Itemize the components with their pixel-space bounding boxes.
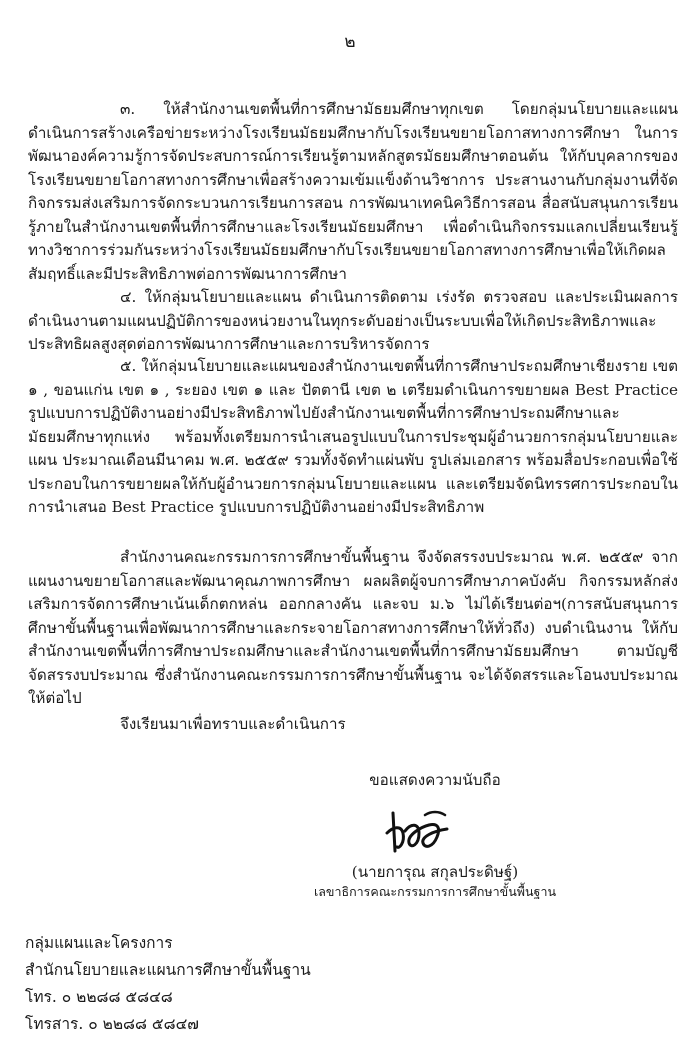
footer-department: กลุ่มแผนและโครงการ — [25, 934, 173, 952]
page-number: ๒ — [344, 32, 356, 52]
item-5-paragraph — [28, 355, 678, 520]
salutation: ขอแสดงความนับถือ — [369, 771, 501, 789]
handwritten-signature — [375, 803, 465, 863]
item-3-text: ๓. ให้สำนักงานเขตพื้นที่การศึกษามัธยมศึกษาทุกเขต โดยกลุ่มนโยบายและแผน ดำเนินการสร้างเครือข่ายระหว่างโรงเรียนมัธยมศึกษากับโรงเรียนขยายโอกาสทางการศึกษา ในการพัฒนาองค์ความรู้การจัดประสบการณ์การเรียนรู้ตามหลักสูตรมัธยมศึกษาตอนต้น ให้กับบุคลากรของโรงเรียนขยายโอกาสทางการศึกษาเพื่อสร้างความเข้มแข็งด้านวิชาการ ประสานงานกับกลุ่มงานที่จัดกิจกรรมส่งเสริมการจัดกระบวนการเรียนการสอน การพัฒนาเทคนิควิธีการสอน สื่อสนับสนุนการเรียนรู้ภายในสำนักงานเขตพื้นที่การศึกษาและโรงเรียนมัธยมศึกษา เพื่อดำเนินกิจกรรมแลกเปลี่ยนเรียนรู้ทางวิชาการร่วมกันระหว่างโรงเรียนมัธยมศึกษากับโรงเรียนขยายโอกาสทางการศึกษาเพื่อให้เกิดผลสัมฤทธิ์และมีประสิทธิภาพต่อการพัฒนาการศึกษา — [28, 100, 678, 283]
item-4-text: ๔. ให้กลุ่มนโยบายและแผน ดำเนินการติดตาม เร่งรัด ตรวจสอบ และประเมินผลการดำเนินงานตามแผนปฏิบัติการของหน่วยงานในทุกระดับอย่างเป็นระบบเพื่อให้เกิดประสิทธิภาพและประสิทธิผลสูงสุดต่อการพัฒนาการศึกษาและการบริหารจัดการ — [28, 288, 678, 353]
signer-name: (นายการุณ สกุลประดิษฐ์) — [351, 863, 519, 881]
item-4-paragraph — [28, 286, 678, 357]
item-5-text: ๕. ให้กลุ่มนโยบายและแผนของสำนักงานเขตพื้นที่การศึกษาประถมศึกษาเชียงราย เขต ๑ , ขอนแก่น เขต ๑ , ระยอง เขต ๑ และ ปัตตานี เขต ๒ เตรียมดำเนินการขยายผล Best Practice รูปแบบการปฏิบัติงานอย่างมีประสิทธิภาพไปยังสำนักงานเขตพื้นที่การศึกษาประถมศึกษาและมัธยมศึกษาทุกแห่ง พร้อมทั้งเตรียมการนำเสนอรูปแบบในการประชุมผู้อำนวยการกลุ่มนโยบายและแผน ประมาณเดือนมีนาคม พ.ศ. ๒๕๕๙ รวมทั้งจัดทำแผ่นพับ รูปเล่มเอกสาร พร้อมสื่อประกอบเพื่อใช้ประกอบในการขยายผลให้กับผู้อำนวยการกลุ่มนโยบายและแผน และเตรียมจัดนิทรรศการประกอบในการนำเสนอ Best Practice รูปแบบการปฏิบัติงานอย่างมีประสิทธิภาพ — [28, 357, 678, 516]
closing-line: จึงเรียนมาเพื่อทราบและดำเนินการ — [120, 715, 346, 733]
budget-text: สำนักงานคณะกรรมการการศึกษาขั้นพื้นฐาน จึงจัดสรรงบประมาณ พ.ศ. ๒๕๕๙ จากแผนงานขยายโอกาสและพัฒนาคุณภาพการศึกษา ผลผลิตผู้จบการศึกษาภาคบังคับ กิจกรรมหลักส่งเสริมการจัดการศึกษาเน้นเด็กตกหล่น ออกกลางคัน และจบ ม.๖ ไม่ได้เรียนต่อฯ(การสนับสนุนการศึกษาขั้นพื้นฐานเพื่อพัฒนาการศึกษาและกระจายโอกาสทางการศึกษาให้ทั่วถึง) งบดำเนินงาน ให้กับสำนักงานเขตพื้นที่การศึกษาประถมศึกษาและสำนักงานเขตพื้นที่การศึกษามัธยมศึกษา ตามบัญชีจัดสรรงบประมาณ ซึ่งสำนักงานคณะกรรมการการศึกษาขั้นพื้นฐาน จะได้จัดสรรและโอนงบประมาณให้ต่อไป — [28, 548, 678, 707]
footer-phone: โทร. ๐ ๒๒๘๘ ๕๘๔๘ — [25, 988, 173, 1006]
item-3-paragraph — [28, 98, 678, 286]
budget-paragraph — [28, 546, 678, 711]
footer-office: สำนักนโยบายและแผนการศึกษาขั้นพื้นฐาน — [25, 961, 311, 979]
signer-title: เลขาธิการคณะกรรมการการศึกษาขั้นพื้นฐาน — [313, 884, 557, 899]
footer-fax: โทรสาร. ๐ ๒๒๘๘ ๕๘๔๗ — [25, 1015, 199, 1033]
